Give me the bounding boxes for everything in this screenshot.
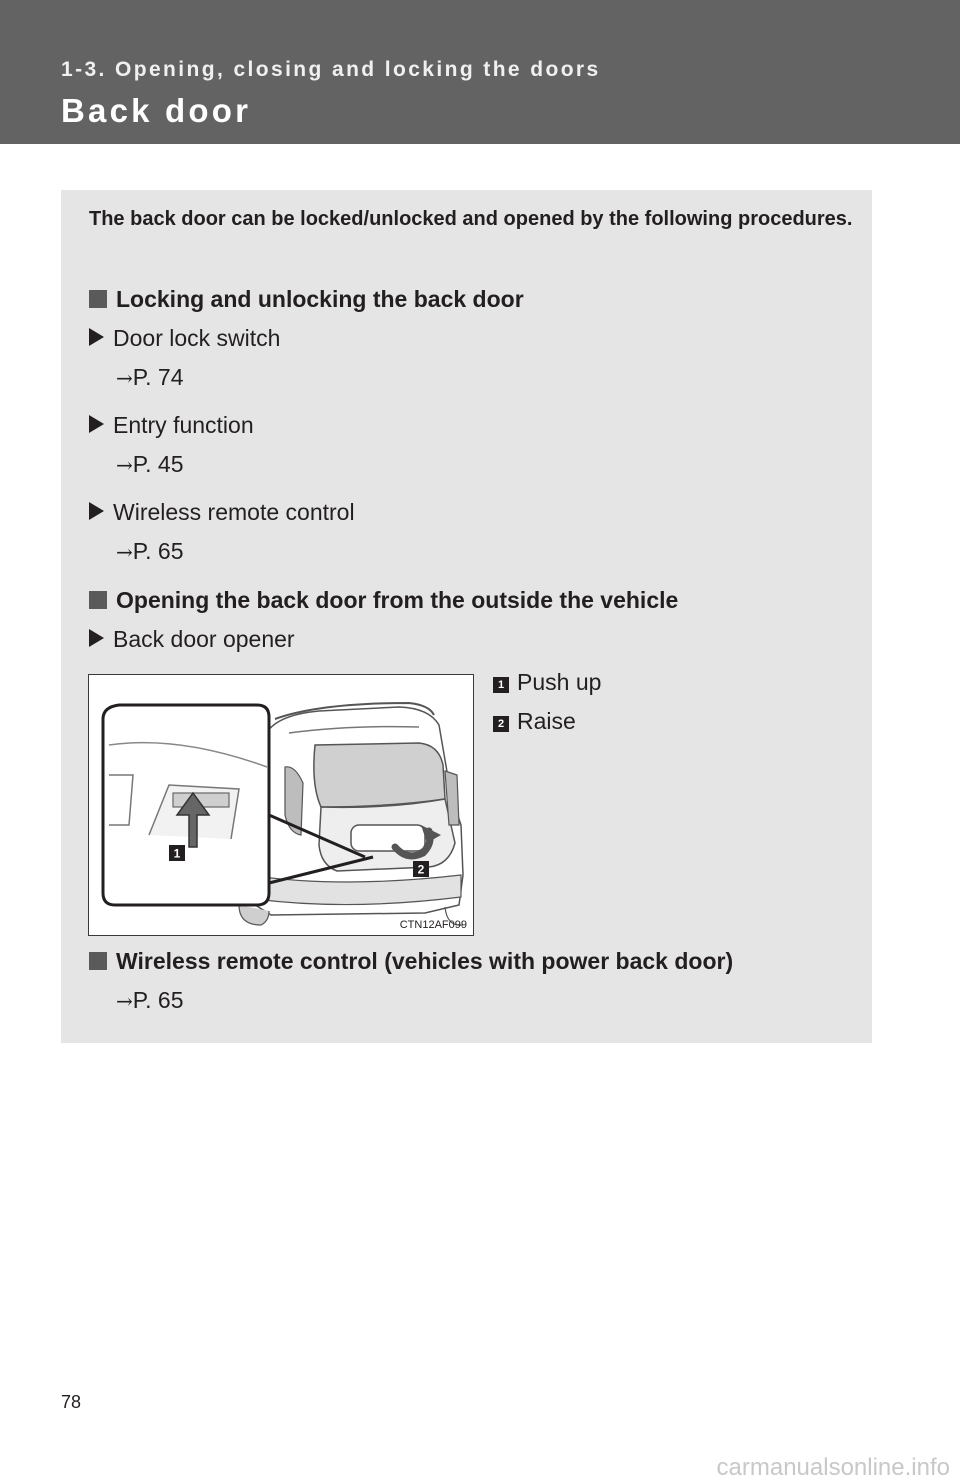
- item-label: Door lock switch: [113, 325, 281, 351]
- page-ref-text: P. 65: [132, 987, 184, 1013]
- item-label: Wireless remote control: [113, 499, 355, 525]
- section-number-title: 1-3. Opening, closing and locking the doors: [61, 58, 601, 81]
- list-item-wireless-remote: [89, 499, 355, 526]
- step-number-badge: 1: [493, 677, 509, 693]
- vehicle-rear-drawing: [89, 675, 473, 935]
- section-heading-locking: [89, 286, 524, 313]
- callout-label: 1: [173, 846, 181, 861]
- square-bullet-icon: [89, 591, 107, 609]
- step-label: Push up: [517, 669, 602, 695]
- page-number: 78: [61, 1392, 82, 1412]
- section-heading-wireless-power-door: [89, 948, 733, 975]
- heading-text: Wireless remote control (vehicles with power back door): [116, 948, 734, 974]
- page-reference-link[interactable]: [116, 538, 184, 565]
- watermark-text: carmanualsonline.info: [716, 1454, 950, 1481]
- step-number-badge: 2: [493, 716, 509, 732]
- triangle-pointer-icon: [89, 328, 104, 346]
- step-label: Raise: [517, 708, 576, 734]
- page-ref-text: P. 45: [132, 451, 184, 477]
- heading-text: Locking and unlocking the back door: [116, 286, 524, 312]
- square-bullet-icon: [89, 952, 107, 970]
- figure-code: CTN12AF099: [399, 919, 467, 931]
- right-arrow-icon: →: [116, 366, 133, 390]
- page-ref-text: P. 65: [132, 538, 184, 564]
- right-arrow-icon: →: [116, 540, 133, 564]
- content-panel: [61, 190, 872, 1043]
- heading-text: Opening the back door from the outside the vehicle: [116, 587, 679, 613]
- right-arrow-icon: →: [116, 453, 133, 477]
- figure-step-2: [493, 708, 576, 735]
- list-item-entry-function: [89, 412, 254, 439]
- triangle-pointer-icon: [89, 502, 104, 520]
- watermark-logo: [620, 1445, 960, 1484]
- list-item-back-door-opener: [89, 626, 295, 653]
- page-reference-link[interactable]: [116, 364, 184, 391]
- intro-text: The back door can be locked/unlocked and opened by the following procedures.: [89, 208, 853, 230]
- list-item-door-lock-switch: [89, 325, 280, 352]
- right-arrow-icon: →: [116, 989, 133, 1013]
- callout-label: 2: [417, 862, 425, 877]
- triangle-pointer-icon: [89, 629, 104, 647]
- back-door-illustration: [88, 674, 474, 936]
- chapter-header: [0, 0, 960, 144]
- section-heading-opening: [89, 587, 678, 614]
- figure-step-1: [493, 669, 601, 696]
- item-label: Entry function: [113, 412, 254, 438]
- page-reference-link[interactable]: [116, 987, 184, 1014]
- page-ref-text: P. 74: [132, 364, 184, 390]
- item-label: Back door opener: [113, 626, 295, 652]
- square-bullet-icon: [89, 290, 107, 308]
- page-reference-link[interactable]: [116, 451, 184, 478]
- page-title: Back door: [61, 92, 252, 129]
- triangle-pointer-icon: [89, 415, 104, 433]
